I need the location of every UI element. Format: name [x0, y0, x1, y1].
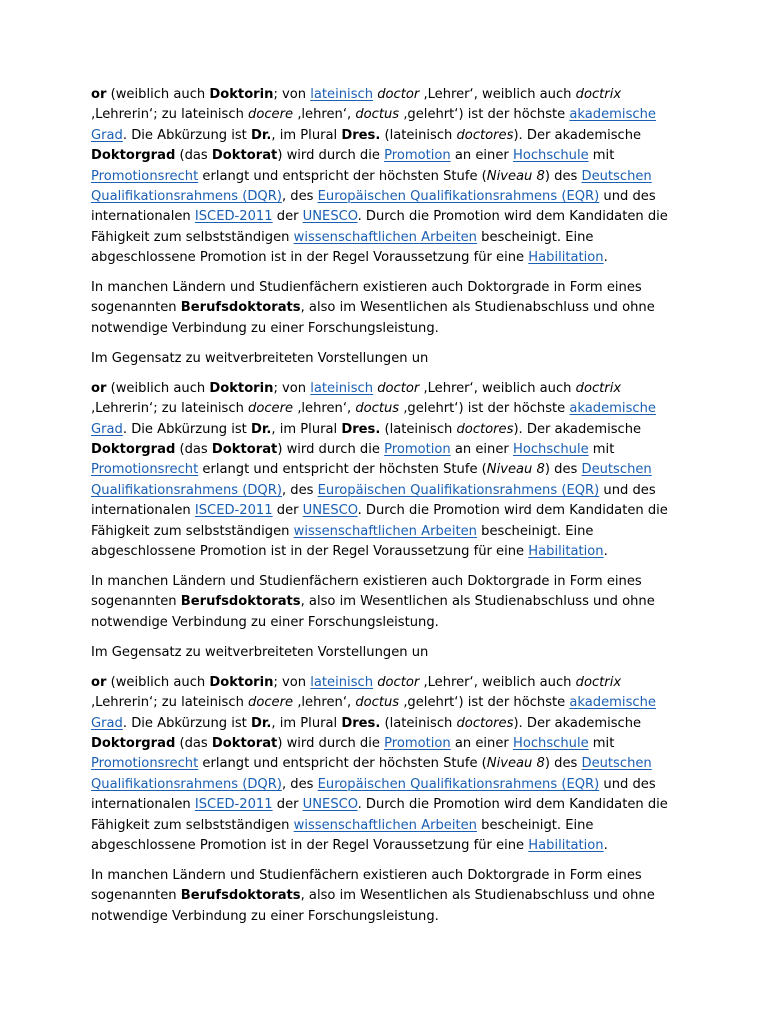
text-run: . [603, 837, 608, 853]
text-run: (das [175, 442, 212, 458]
text-run: ‚lehren‘, [293, 107, 356, 123]
text-run: ‚gelehrt‘) ist der höchste [399, 107, 570, 123]
text-run: und des internationalen [91, 482, 656, 519]
italic-term: doctrix [575, 380, 622, 396]
text-run: ) des [544, 756, 582, 772]
text-run: an einer [450, 442, 513, 458]
bold-term: Dres. [341, 715, 381, 731]
text-run: und des internationalen [91, 189, 656, 225]
link-promotion[interactable]: Promotion [384, 442, 451, 458]
italic-term: doctor [377, 87, 420, 102]
bold-term: Doktorin [209, 674, 274, 690]
text-run: erlangt und entspricht der höchsten Stufe ( [198, 168, 487, 184]
link-habilitation[interactable]: Habilitation [528, 250, 604, 266]
italic-term: docere [248, 107, 294, 123]
text-run: (lateinisch [380, 127, 457, 143]
italic-term: doctus [355, 401, 400, 417]
text-run: ) des [544, 462, 582, 478]
text-run: erlangt und entspricht der höchsten Stufe ( [198, 462, 487, 478]
text-run: , also im Wesentlichen als Studienabschluss und ohne notwendige Verbindung zu einer Forschungsleistung. [91, 594, 655, 630]
text-run: , des [281, 189, 318, 205]
document-body [91, 85, 679, 936]
link-deutschen-qualifikationsrahmens-dqr[interactable]: Deutschen Qualifikationsrahmens (DQR) [91, 462, 652, 498]
link-deutschen-qualifikationsrahmens-dqr[interactable]: Deutschen Qualifikationsrahmens (DQR) [91, 168, 652, 205]
link-akademische-grad[interactable]: akademische Grad [91, 695, 656, 731]
italic-term: doctor [377, 380, 420, 396]
text-run: ; von [273, 87, 311, 102]
link-hochschule[interactable]: Hochschule [512, 735, 589, 751]
link-habilitation[interactable]: Habilitation [528, 837, 604, 853]
bold-term: Dr. [250, 715, 272, 731]
link-europaeischen-qualifikationsrahmens-eqr[interactable]: Europäischen Qualifikationsrahmens (EQR) [317, 189, 600, 205]
bold-term: or [91, 87, 107, 102]
bold-term: Doktorin [209, 87, 274, 102]
bold-term: Berufsdoktorats [180, 594, 301, 610]
italic-term: doctus [355, 107, 400, 123]
link-isced-2011[interactable]: ISCED-2011 [194, 503, 273, 519]
bold-term: Dr. [250, 127, 272, 143]
text-run: ). Der akademische [513, 127, 642, 143]
text-run: an einer [450, 148, 513, 164]
text-run: ) wird durch die [277, 442, 385, 458]
bold-term: or [91, 674, 107, 690]
link-habilitation[interactable]: Habilitation [528, 544, 604, 560]
text-run: (das [175, 735, 212, 751]
link-lateinisch[interactable]: lateinisch [310, 674, 374, 690]
bold-term: Dres. [341, 421, 381, 437]
link-promotionsrecht[interactable]: Promotionsrecht [91, 756, 199, 772]
bold-term: Dres. [341, 127, 381, 143]
text-run: (lateinisch [380, 421, 457, 437]
italic-term: doctores [456, 715, 514, 731]
text-run: . [603, 544, 608, 560]
link-wissenschaftlichen-arbeiten[interactable]: wissenschaftlichen Arbeiten [293, 817, 477, 833]
text-run: (lateinisch [380, 715, 457, 731]
text-run: ‚Lehrer‘, weiblich auch [419, 380, 576, 396]
bold-term: or [91, 380, 107, 396]
bold-term: Doktorat [211, 148, 278, 164]
text-run: ‚Lehrer‘, weiblich auch [419, 674, 576, 690]
italic-term: doctrix [575, 87, 622, 102]
text-run: ‚Lehrerin‘; zu lateinisch [91, 401, 249, 417]
text-run: In manchen Ländern und Studienfächern existieren auch Doktorgrade in Form eines sogenannten [91, 867, 642, 904]
text-run: ) des [544, 168, 582, 184]
link-promotion[interactable]: Promotion [384, 148, 451, 164]
link-isced-2011[interactable]: ISCED-2011 [194, 209, 273, 225]
text-run: (weiblich auch [106, 87, 210, 102]
truncated-paragraph: Im Gegensatz zu weitverbreiteten Vorstellungen un [91, 644, 429, 660]
text-run: ‚Lehrerin‘; zu lateinisch [91, 107, 249, 123]
bold-term: Doktorin [209, 380, 274, 396]
text-run: ). Der akademische [513, 421, 642, 437]
link-deutschen-qualifikationsrahmens-dqr[interactable]: Deutschen Qualifikationsrahmens (DQR) [91, 756, 652, 792]
link-europaeischen-qualifikationsrahmens-eqr[interactable]: Europäischen Qualifikationsrahmens (EQR) [317, 482, 600, 498]
italic-term: doctor [377, 674, 420, 690]
text-run: (weiblich auch [106, 380, 210, 396]
professional-doctorate-paragraph [91, 572, 679, 633]
text-run: ‚gelehrt‘) ist der höchste [399, 401, 570, 417]
link-akademische-grad[interactable]: akademische Grad [91, 401, 656, 437]
link-hochschule[interactable]: Hochschule [512, 148, 589, 164]
link-europaeischen-qualifikationsrahmens-eqr[interactable]: Europäischen Qualifikationsrahmens (EQR) [317, 776, 600, 792]
link-akademische-grad[interactable]: akademische Grad [91, 107, 656, 143]
text-run: ; von [273, 380, 311, 396]
text-run: an einer [450, 735, 513, 751]
text-run: . Durch die Promotion wird dem Kandidaten die Fähigkeit zum selbstständigen [91, 503, 668, 539]
bold-term: Berufsdoktorats [180, 300, 301, 316]
link-promotionsrecht[interactable]: Promotionsrecht [91, 168, 199, 184]
text-run: . Die Abkürzung ist [122, 715, 251, 731]
link-hochschule[interactable]: Hochschule [512, 442, 589, 458]
definition-paragraph [91, 673, 679, 857]
professional-doctorate-paragraph [91, 278, 679, 339]
professional-doctorate-paragraph [91, 866, 679, 927]
text-run: der [272, 503, 303, 519]
text-run: bescheinigt. Eine abgeschlossene Promotion ist in der Regel Voraussetzung für eine [91, 817, 594, 853]
bold-term: Doktorgrad [91, 735, 176, 751]
link-wissenschaftlichen-arbeiten[interactable]: wissenschaftlichen Arbeiten [293, 523, 477, 539]
bold-term: Berufsdoktorats [180, 888, 301, 904]
truncated-paragraph: Im Gegensatz zu weitverbreiteten Vorstellungen un [91, 350, 429, 366]
text-run: . Die Abkürzung ist [122, 127, 251, 143]
text-run: . Durch die Promotion wird dem Kandidaten die Fähigkeit zum selbstständigen [91, 797, 668, 833]
text-run: , also im Wesentlichen als Studienabschluss und ohne notwendige Verbindung zu einer Forschungsleistung. [91, 888, 655, 924]
text-run: ‚lehren‘, [293, 401, 356, 417]
text-run: ) wird durch die [277, 735, 385, 751]
italic-term: Niveau 8 [486, 168, 545, 184]
definition-paragraph [91, 85, 679, 269]
text-run: ‚gelehrt‘) ist der höchste [399, 695, 570, 711]
text-run: ‚Lehrerin‘; zu lateinisch [91, 695, 249, 711]
text-run: , des [281, 482, 318, 498]
text-run: (weiblich auch [106, 674, 210, 690]
link-promotionsrecht[interactable]: Promotionsrecht [91, 462, 199, 478]
link-promotion[interactable]: Promotion [384, 735, 451, 751]
link-unesco[interactable]: UNESCO [302, 503, 358, 519]
link-lateinisch[interactable]: lateinisch [310, 380, 374, 396]
italic-term: Niveau 8 [486, 756, 545, 772]
text-run: ) wird durch die [277, 148, 385, 164]
link-unesco[interactable]: UNESCO [302, 209, 358, 225]
text-run: der [272, 797, 303, 813]
text-run: und des internationalen [91, 776, 656, 813]
italic-term: docere [248, 695, 294, 711]
text-run: ‚Lehrer‘, weiblich auch [419, 87, 576, 102]
bold-term: Doktorat [211, 442, 278, 458]
italic-term: doctores [456, 421, 514, 437]
text-run: bescheinigt. Eine abgeschlossene Promotion ist in der Regel Voraussetzung für eine [91, 523, 594, 560]
bold-term: Dr. [250, 421, 272, 437]
italic-term: docere [248, 401, 294, 417]
text-run: ‚lehren‘, [293, 695, 356, 711]
italic-term: doctrix [575, 674, 622, 690]
text-run: ; von [273, 674, 311, 690]
link-unesco[interactable]: UNESCO [302, 797, 358, 813]
text-run: , im Plural [271, 127, 342, 143]
bold-term: Doktorgrad [91, 148, 176, 164]
text-run: In manchen Ländern und Studienfächern existieren auch Doktorgrade in Form eines sogenannten [91, 280, 642, 316]
italic-term: doctus [355, 695, 400, 711]
link-wissenschaftlichen-arbeiten[interactable]: wissenschaftlichen Arbeiten [293, 229, 477, 245]
text-run: ). Der akademische [513, 715, 642, 731]
text-run: , des [281, 776, 318, 792]
text-run: . Durch die Promotion wird dem Kandidaten die Fähigkeit zum selbstständigen [91, 209, 668, 245]
link-isced-2011[interactable]: ISCED-2011 [194, 797, 273, 813]
text-run: mit [588, 442, 615, 458]
text-run: . [603, 250, 608, 266]
text-run: (das [175, 148, 212, 164]
text-run: der [272, 209, 303, 225]
text-run: bescheinigt. Eine abgeschlossene Promotion ist in der Regel Voraussetzung für eine [91, 229, 594, 266]
text-run: mit [588, 148, 615, 164]
italic-term: doctores [456, 127, 514, 143]
text-run: , im Plural [271, 421, 342, 437]
link-lateinisch[interactable]: lateinisch [310, 87, 374, 102]
text-run: , also im Wesentlichen als Studienabschluss und ohne notwendige Verbindung zu einer Forschungsleistung. [91, 300, 655, 336]
bold-term: Doktorgrad [91, 442, 176, 458]
definition-paragraph [91, 379, 679, 563]
text-run: In manchen Ländern und Studienfächern existieren auch Doktorgrade in Form eines sogenannten [91, 573, 642, 610]
text-run: mit [588, 735, 615, 751]
italic-term: Niveau 8 [486, 462, 545, 478]
text-run: , im Plural [271, 715, 342, 731]
bold-term: Doktorat [211, 735, 278, 751]
text-run: erlangt und entspricht der höchsten Stufe ( [198, 756, 487, 772]
text-run: . Die Abkürzung ist [122, 421, 251, 437]
